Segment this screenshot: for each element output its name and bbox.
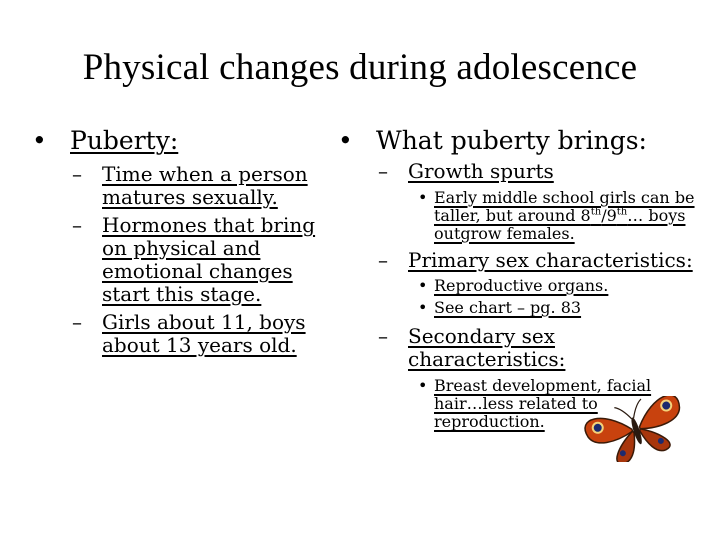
growth-spurts-label: Growth spurts	[408, 159, 554, 183]
secondary-sex-item	[336, 325, 696, 371]
list-item	[30, 163, 330, 209]
puberty-list	[30, 163, 330, 357]
butterfly-icon	[570, 396, 702, 462]
primary-detail-text: See chart – pg. 83	[434, 298, 582, 317]
primary-sex-label: Primary sex characteristics:	[408, 248, 693, 272]
growth-detail-c: … boys outgrow females.	[434, 206, 686, 243]
growth-sup-1: th	[590, 206, 602, 218]
primary-detail-item	[336, 299, 696, 317]
growth-detail-b: /9	[601, 206, 617, 225]
left-column	[30, 126, 330, 357]
bullet-puberty	[30, 126, 330, 156]
list-item-text: Girls about 11, boys about 13 years old.	[102, 310, 306, 357]
list-item	[30, 214, 330, 306]
growth-spurts-item	[336, 160, 696, 183]
list-item	[30, 311, 330, 357]
growth-detail-text	[434, 188, 695, 243]
secondary-sex-label: Secondary sex characteristics:	[408, 324, 566, 371]
primary-sex-item	[336, 249, 696, 272]
slide-title: Physical changes during adolescence	[82, 47, 638, 88]
bullet-what-puberty-brings	[336, 126, 696, 156]
brings-list	[336, 160, 696, 431]
right-column	[336, 126, 696, 431]
growth-sup-2: th	[616, 206, 628, 218]
puberty-heading: Puberty:	[70, 126, 179, 155]
list-item-text: Hormones that bring on physical and emotional changes start this stage.	[102, 213, 316, 306]
what-puberty-brings-heading: What puberty brings:	[376, 126, 647, 155]
primary-detail-text: Reproductive organs.	[434, 276, 609, 295]
primary-detail-item	[336, 277, 696, 295]
growth-detail-a: Early middle school girls can be taller, but around 8	[434, 188, 695, 225]
list-item-text: Time when a person matures sexually.	[102, 162, 308, 209]
growth-detail-item	[336, 189, 696, 243]
secondary-detail-text: Breast development, facial hair…less related to reproduction.	[434, 376, 652, 431]
